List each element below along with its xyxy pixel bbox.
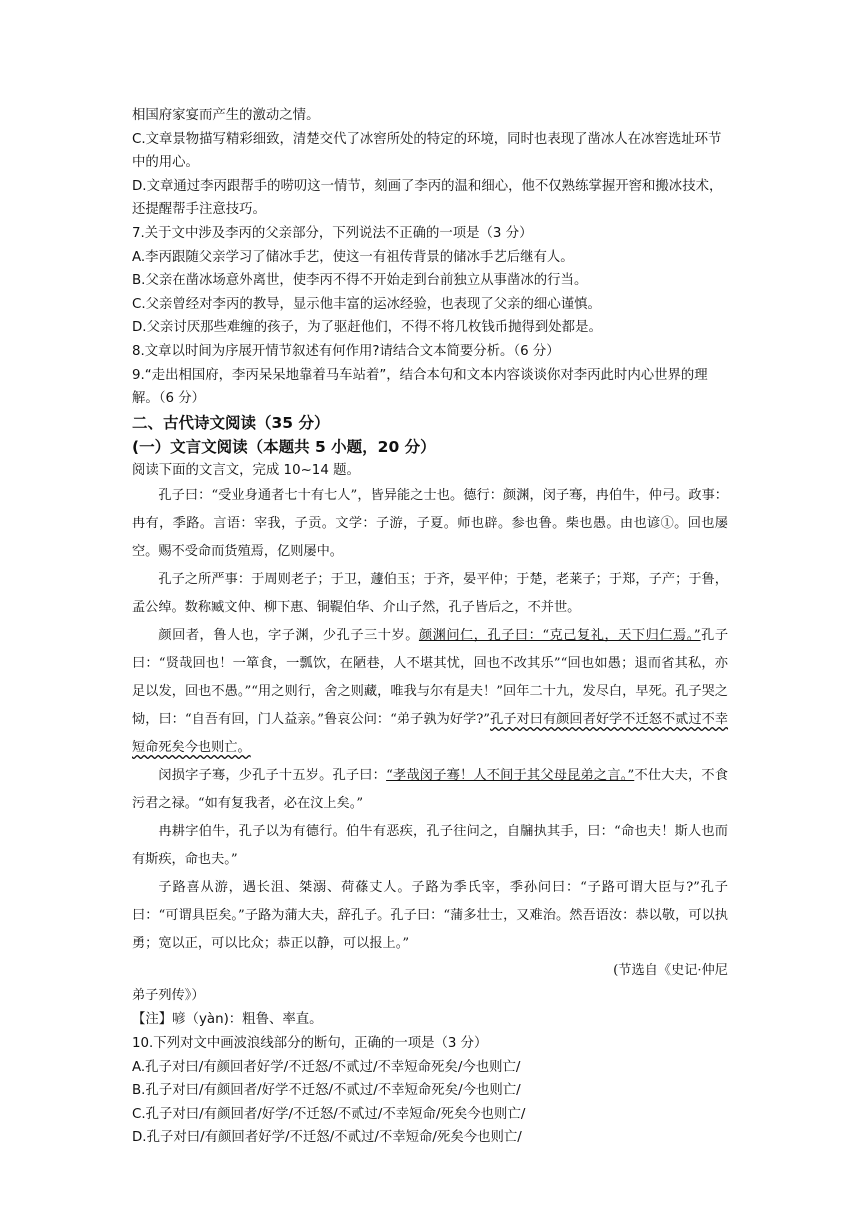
q7-option-d: D.父亲讨厌那些难缠的孩子，为了驱赶他们，不得不将几枚钱币抛得到处都是。 [132, 320, 602, 336]
q10-option-d: D.孔子对曰/有颜回者好学/不迁怒/不贰过/不幸短命/死矣今也则亡/ [132, 1130, 522, 1146]
passage-paragraph-5: 冉耕字伯牛，孔子以为有德行。伯牛有恶疾，孔子往问之，自牖执其手，曰：“命也夫！斯人也而有斯疾，命也夫。” [132, 824, 728, 868]
q10-option-b: B.孔子对曰/有颜回者/好学不迁怒/不贰过/不幸短命死矣/今也则亡/ [132, 1083, 521, 1099]
q8-stem: 8.文章以时间为序展开情节叙述有何作用?请结合文本简要分析。（6 分） [132, 343, 560, 359]
underlined-sentence-2: “孝哉闵子骞！人不间于其父母昆弟之言。” [386, 768, 635, 784]
q10-option-a: A.孔子对曰/有颜回者好学/不迁怒/不贰过/不幸短命死矣/今也则亡/ [132, 1059, 521, 1075]
q7-option-b: B.父亲在凿冰场意外离世，使李丙不得不开始走到台前独立从事凿冰的行当。 [132, 273, 588, 289]
annotation-note: 【注】喭（yàn)：粗鲁、率直。 [132, 1012, 323, 1028]
q10-stem: 10.下列对文中画波浪线部分的断句，正确的一项是（3 分） [132, 1035, 488, 1051]
q6-option-d: D.文章通过李丙跟帮手的唠叨这一情节，刻画了李丙的温和细心，他不仅熟练掌握开窖和搬冰技术，还提醒帮手注意技巧。 [132, 178, 723, 218]
passage-paragraph-2: 孔子之所严事：于周则老子；于卫，蘧伯玉；于齐，晏平仲；于楚，老莱子；于郑，子产；于鲁，孟公绰。数称臧文仲、柳下惠、铜鞮伯华、介山子然，孔子皆后之，不并世。 [132, 572, 728, 616]
passage-paragraph-3 [132, 622, 728, 762]
passage-p4-text-b: 不仕大夫，不食污君之禄。“如有复我者，必在汶上矣。” [132, 768, 729, 812]
page-content [132, 104, 728, 1150]
q10-option-c: C.孔子对曰/有颜回者/好学/不迁怒/不贰过/不幸短命/死矣今也则亡/ [132, 1106, 526, 1122]
passage-p4-text-a: 闵损字子骞，少孔子十五岁。孔子曰： [158, 768, 387, 784]
reading-instruction: 阅读下面的文言文，完成 10~14 题。 [132, 462, 360, 478]
passage-paragraph-4 [132, 762, 728, 818]
wavy-underlined-sentence: 孔子对曰有颜回者好学不迁怒不贰过不幸短命死矣今也则亡。 [132, 712, 729, 756]
passage-paragraph-1: 孔子曰：“受业身通者七十有七人”，皆异能之士也。德行：颜渊，闵子骞，冉伯牛，仲弓。政事：冉有，季路。言语：宰我，子贡。文学：子游，子夏。师也辟。参也鲁。柴也愚。由也谚①。回也屡空。赐不受命而货殖焉，亿则屡中。 [132, 488, 728, 560]
passage-p3-text-b: 孔子曰：“贤哉回也！一箪食，一瓢饮，在陋巷，人不堪其忧，回也不改其乐”“回也如愚；退而省其私，亦足以发，回也不愚。”“用之则行，舍之则藏，唯我与尔有是夫！”回年二十九，发尽白，早死。孔子哭之恸，曰：“自吾有回，门人益亲。”鲁哀公问：“弟子孰为好学?” [132, 628, 729, 728]
source-citation-head: (节选自《史记·仲尼 [613, 963, 728, 979]
passage-paragraph-6: 子路喜从游，遇长沮、桀溺、荷蓧丈人。子路为季氏宰，季孙问曰：“子路可谓大臣与?”孔子曰：“可谓具臣矣。”子路为蒲大夫，辞孔子。孔子曰：“蒲多壮士，又难治。然吾语汝：恭以敬，可以执勇；宽以正，可以比众；恭正以静，可以报上。” [132, 880, 728, 952]
q6-option-b-tail: 相国府家宴而产生的激动之情。 [132, 108, 320, 123]
q7-option-a: A.李丙跟随父亲学习了储冰手艺，使这一有祖传背景的储冰手艺后继有人。 [132, 249, 574, 265]
source-citation-tail: 弟子列传》） [132, 988, 205, 1004]
underlined-sentence-1: 颜渊问仁，孔子曰：“克己复礼，天下归仁焉。” [418, 628, 701, 644]
subsection-title: (一）文言文阅读（本题共 5 小题，20 分） [132, 437, 436, 456]
passage-p3-text-a: 颜回者，鲁人也，字子渊，少孔子三十岁。 [158, 628, 419, 644]
q7-option-c: C.父亲曾经对李丙的教导，显示他丰富的运冰经验，也表现了父亲的细心谨慎。 [132, 296, 601, 312]
q7-stem: 7.关于文中涉及李丙的父亲部分，下列说法不正确的一项是（3 分） [132, 225, 533, 241]
q9-stem: 9.“走出相国府，李丙呆呆地靠着马车站着”，结合本句和文本内容谈谈你对李丙此时内心世界的理解。（6 分） [132, 367, 708, 407]
section-title: 二、古代诗文阅读（35 分） [132, 413, 330, 432]
q6-option-c: C.文章景物描写精彩细致，清楚交代了冰窖所处的特定的环境，同时也表现了凿冰人在冰窖选址环节中的用心。 [132, 131, 722, 171]
